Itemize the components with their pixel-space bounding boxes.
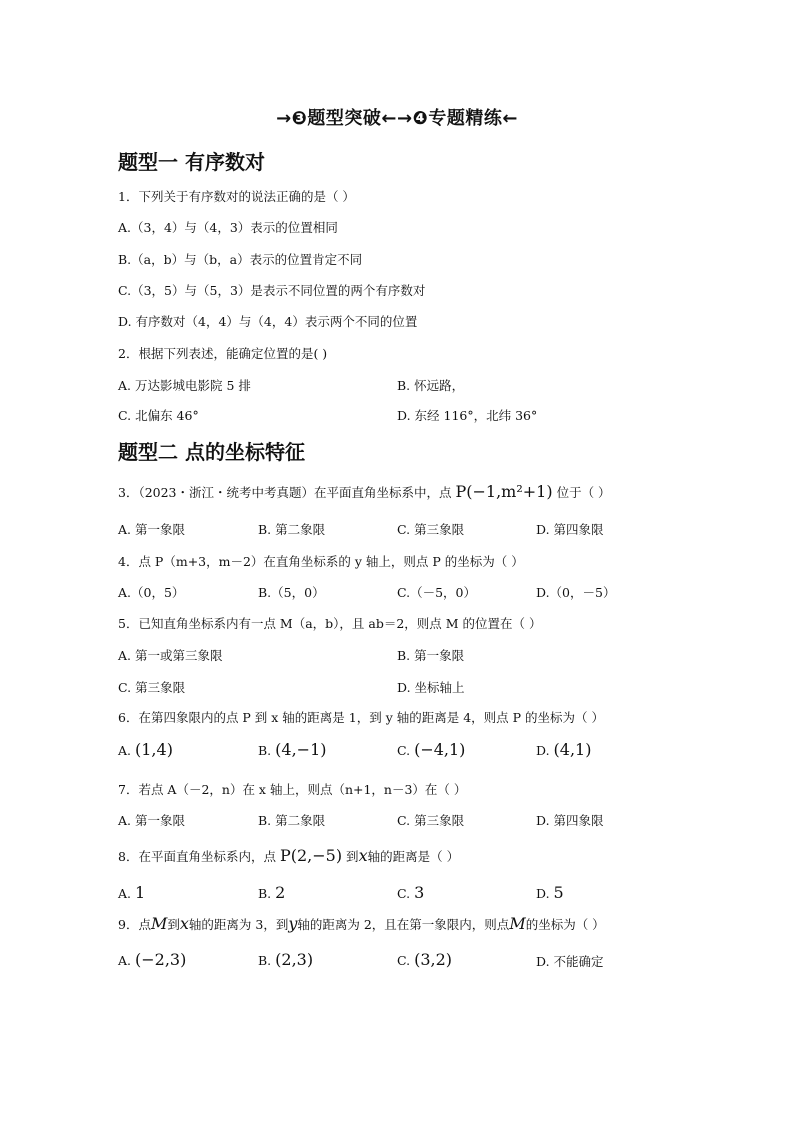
- question-3-option-c: C. 第三象限: [397, 522, 465, 537]
- question-9-option-c: C. (3,2): [397, 950, 453, 969]
- question-7-option-b: B. 第二象限: [258, 813, 326, 828]
- question-2-option-a: A. 万达影城电影院 5 排: [118, 378, 251, 393]
- question-3-option-a: A. 第一象限: [118, 522, 185, 537]
- question-1-option-a: A.（3，4）与（4，3）表示的位置相同: [118, 220, 338, 235]
- question-8-option-b: B. 2: [258, 883, 286, 902]
- question-3-option-b: B. 第二象限: [258, 522, 326, 537]
- banner-title: →❸题型突破←→❹专题精练←: [276, 108, 518, 129]
- question-7-option-a: A. 第一象限: [118, 813, 185, 828]
- question-8-option-a: A. 1: [118, 883, 146, 902]
- question-7-option-d: D. 第四象限: [536, 813, 604, 828]
- question-3-text-after: 位于（ ）: [556, 485, 611, 500]
- question-1-option-d: D. 有序数对（4，4）与（4，4）表示两个不同的位置: [118, 314, 418, 329]
- question-3-text-before: 3．（2023・浙江・统考中考真题）在平面直角坐标系中，点: [118, 485, 452, 500]
- question-6-option-a: A. (1,4): [118, 740, 173, 759]
- question-5-option-d: D. 坐标轴上: [397, 680, 465, 695]
- question-2-option-c: C. 北偏东 46°: [118, 408, 199, 423]
- question-9-option-d: D. 不能确定: [536, 954, 604, 969]
- question-4-option-b: B.（5，0）: [258, 585, 325, 600]
- question-5-option-c: C. 第三象限: [118, 680, 186, 695]
- question-3-math: P(−1,m²+1): [455, 482, 553, 501]
- question-1-stem: 1．下列关于有序数对的说法正确的是（ ）: [118, 189, 355, 204]
- question-3-option-d: D. 第四象限: [536, 522, 604, 537]
- question-7-stem: 7．若点 A（－2，n）在 x 轴上，则点（n+1，n－3）在（ ）: [118, 782, 467, 797]
- section-title-1: 题型一 有序数对: [118, 150, 265, 174]
- question-4-option-a: A.（0，5）: [118, 585, 185, 600]
- question-2-option-b: B. 怀远路，: [397, 378, 465, 393]
- question-4-option-c: C.（－5，0）: [397, 585, 476, 600]
- question-8-option-c: C. 3: [397, 883, 425, 902]
- question-5-option-a: A. 第一或第三象限: [118, 648, 223, 663]
- question-5-stem: 5．已知直角坐标系内有一点 M（a，b），且 ab＝2，则点 M 的位置在（ ）: [118, 616, 542, 631]
- question-4-stem: 4．点 P（m+3，m－2）在直角坐标系的 y 轴上，则点 P 的坐标为（ ）: [118, 554, 524, 569]
- question-9-option-b: B. (2,3): [258, 950, 314, 969]
- question-8-option-d: D. 5: [536, 883, 564, 902]
- question-1-option-b: B.（a，b）与（b，a）表示的位置肯定不同: [118, 252, 363, 267]
- question-4-option-d: D.（0，－5）: [536, 585, 616, 600]
- question-2-option-d: D. 东经 116°，北纬 36°: [397, 408, 538, 423]
- question-9-option-a: A. (−2,3): [118, 950, 187, 969]
- section-title-2: 题型二 点的坐标特征: [118, 440, 305, 464]
- question-6-option-b: B. (4,−1): [258, 740, 327, 759]
- question-1-option-c: C.（3，5）与（5，3）是表示不同位置的两个有序数对: [118, 283, 426, 298]
- question-6-stem: 6．在第四象限内的点 P 到 x 轴的距离是 1，到 y 轴的距离是 4，则点 P 的坐标为（ ）: [118, 710, 604, 725]
- question-9-stem: 9．点M到x轴的距离为 3，到y轴的距离为 2，且在第一象限内，则点M的坐标为（ ）: [118, 914, 605, 933]
- question-8-stem: 8．在平面直角坐标系内，点 P(2,−5) 到x轴的距离是（ ）: [118, 846, 460, 865]
- question-5-option-b: B. 第一象限: [397, 648, 465, 663]
- question-8-math: P(2,−5): [279, 846, 343, 865]
- question-2-stem: 2．根据下列表述，能确定位置的是( ): [118, 346, 328, 361]
- question-6-option-d: D. (4,1): [536, 740, 592, 759]
- question-3-stem: [118, 482, 611, 501]
- question-7-option-c: C. 第三象限: [397, 813, 465, 828]
- question-6-option-c: C. (−4,1): [397, 740, 466, 759]
